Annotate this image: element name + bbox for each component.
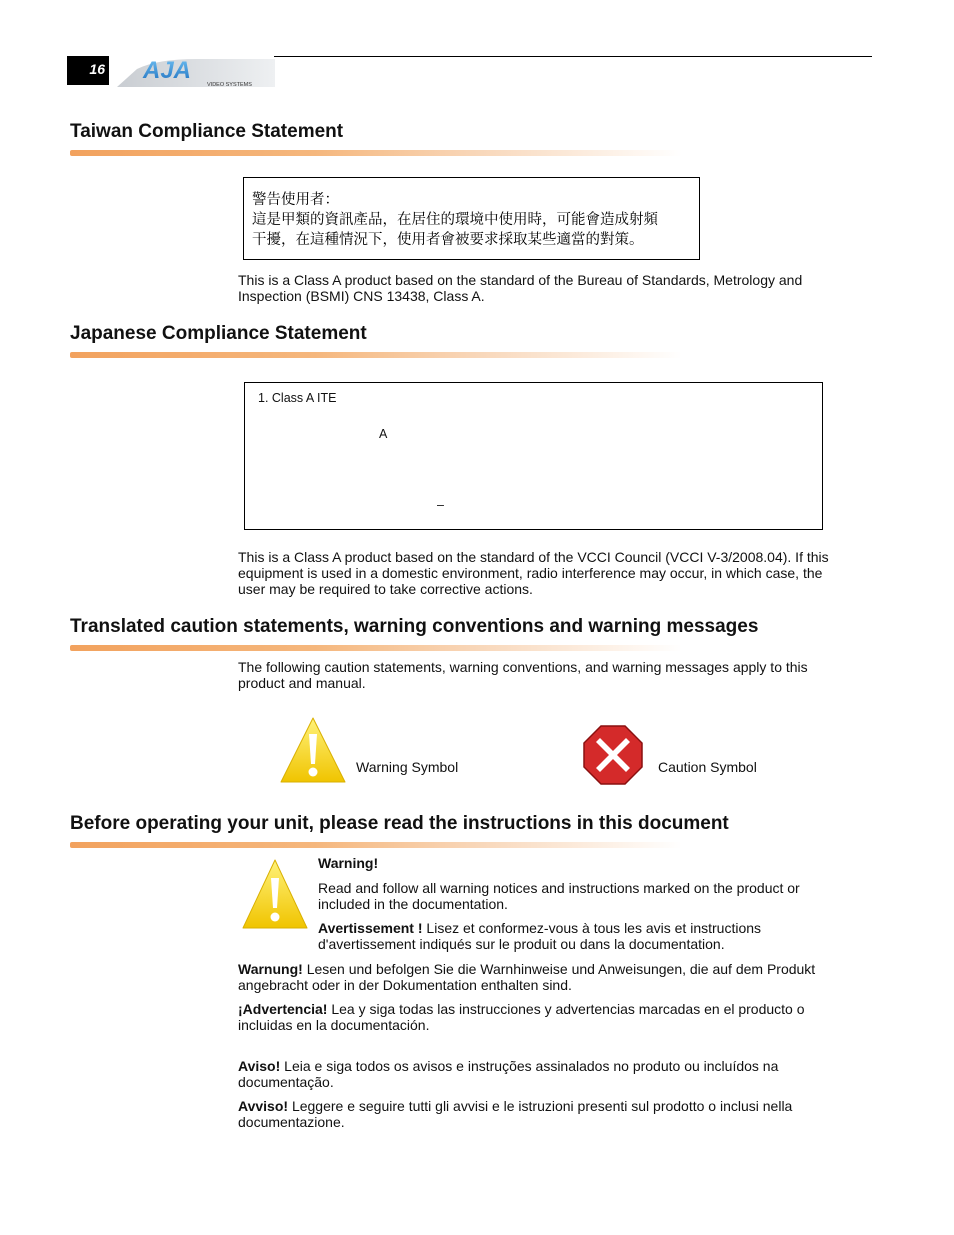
warning-paragraph-de	[238, 961, 850, 993]
before-heading: Before operating your unit, please read the instructions in this document	[70, 813, 729, 834]
caution-symbol-icon	[582, 724, 644, 786]
heading-underline	[70, 842, 682, 848]
japan-box-dash: –	[437, 498, 444, 512]
warning-paragraph-pt	[238, 1058, 850, 1090]
page-number: 16	[89, 61, 105, 77]
japan-box-line: 1. Class A ITE	[258, 391, 337, 405]
taiwan-box-line: 警告使用者：	[252, 192, 339, 208]
warning-symbol-icon	[279, 716, 347, 784]
taiwan-text: This is a Class A product based on the standard of the Bureau of Standards, Metrology and Inspection (BSMI) CNS 13438, Class A.	[238, 272, 803, 304]
japan-box-letter: A	[379, 427, 388, 441]
warning-body: Lisez et conformez-vous à tous les avis et instructions d'avertissement indiqués sur le produit ou dans la documentation.	[318, 920, 762, 952]
warning-lead: ¡Advertencia!	[238, 1001, 328, 1017]
warning-paragraph-fr	[318, 920, 848, 952]
translated-text: The following caution statements, warning conventions, and warning messages apply to this product and manual.	[238, 659, 808, 691]
heading-underline	[70, 150, 682, 156]
taiwan-statement-box	[243, 177, 700, 260]
warning-title: Warning!	[318, 855, 379, 871]
svg-text:VIDEO SYSTEMS: VIDEO SYSTEMS	[207, 82, 252, 88]
japan-text: This is a Class A product based on the standard of the VCCI Council (VCCI V-3/2008.04). If this equipment is used in a domestic environment, radio interference may occur, in which case, the user may be required to take corrective actions.	[238, 549, 829, 597]
warning-lead: Avviso!	[238, 1098, 289, 1114]
header-rule	[274, 56, 872, 57]
japan-heading: Japanese Compliance Statement	[70, 323, 367, 344]
aja-logo	[117, 55, 275, 89]
warning-lead: Avertissement !	[318, 920, 423, 936]
warning-body: Leggere e seguire tutti gli avvisi e le istruzioni presenti sul prodotto o inclusi nella documentazione.	[238, 1098, 793, 1130]
warning-symbol-label: Warning Symbol	[356, 759, 459, 775]
warning-body: Leia e siga todos os avisos e instruções assinalados no produto ou incluídos na documentação.	[238, 1058, 779, 1090]
translated-heading: Translated caution statements, warning conventions and warning messages	[70, 616, 759, 637]
taiwan-box-line: 干擾，在這種情況下，使用者會被要求採取某些適當的對策。	[252, 232, 644, 248]
caution-symbol-label: Caution Symbol	[658, 759, 757, 775]
heading-underline	[70, 645, 682, 651]
warning-lead: Aviso!	[238, 1058, 281, 1074]
warning-lead: Warnung!	[238, 961, 303, 977]
warning-paragraph-it	[238, 1098, 850, 1130]
warning-body: Lea y siga todas las instrucciones y advertencias marcadas en el producto o incluidas en la documentación.	[238, 1001, 805, 1033]
taiwan-heading: Taiwan Compliance Statement	[70, 121, 344, 142]
taiwan-box-line: 這是甲類的資訊產品，在居住的環境中使用時，可能會造成射頻	[252, 212, 658, 228]
page-number-box	[67, 56, 109, 85]
japan-statement-box	[244, 382, 823, 530]
svg-text:AJA: AJA	[143, 57, 192, 84]
warning-paragraph-es	[238, 1001, 850, 1033]
heading-underline	[70, 352, 682, 358]
warning-text: Read and follow all warning notices and instructions marked on the product or included in the documentation.	[318, 880, 800, 912]
warning-body: Lesen und befolgen Sie die Warnhinweise und Anweisungen, die auf dem Produkt angebracht oder in der Dokumentation enthalten sind.	[238, 961, 816, 993]
warning-icon	[241, 858, 309, 930]
